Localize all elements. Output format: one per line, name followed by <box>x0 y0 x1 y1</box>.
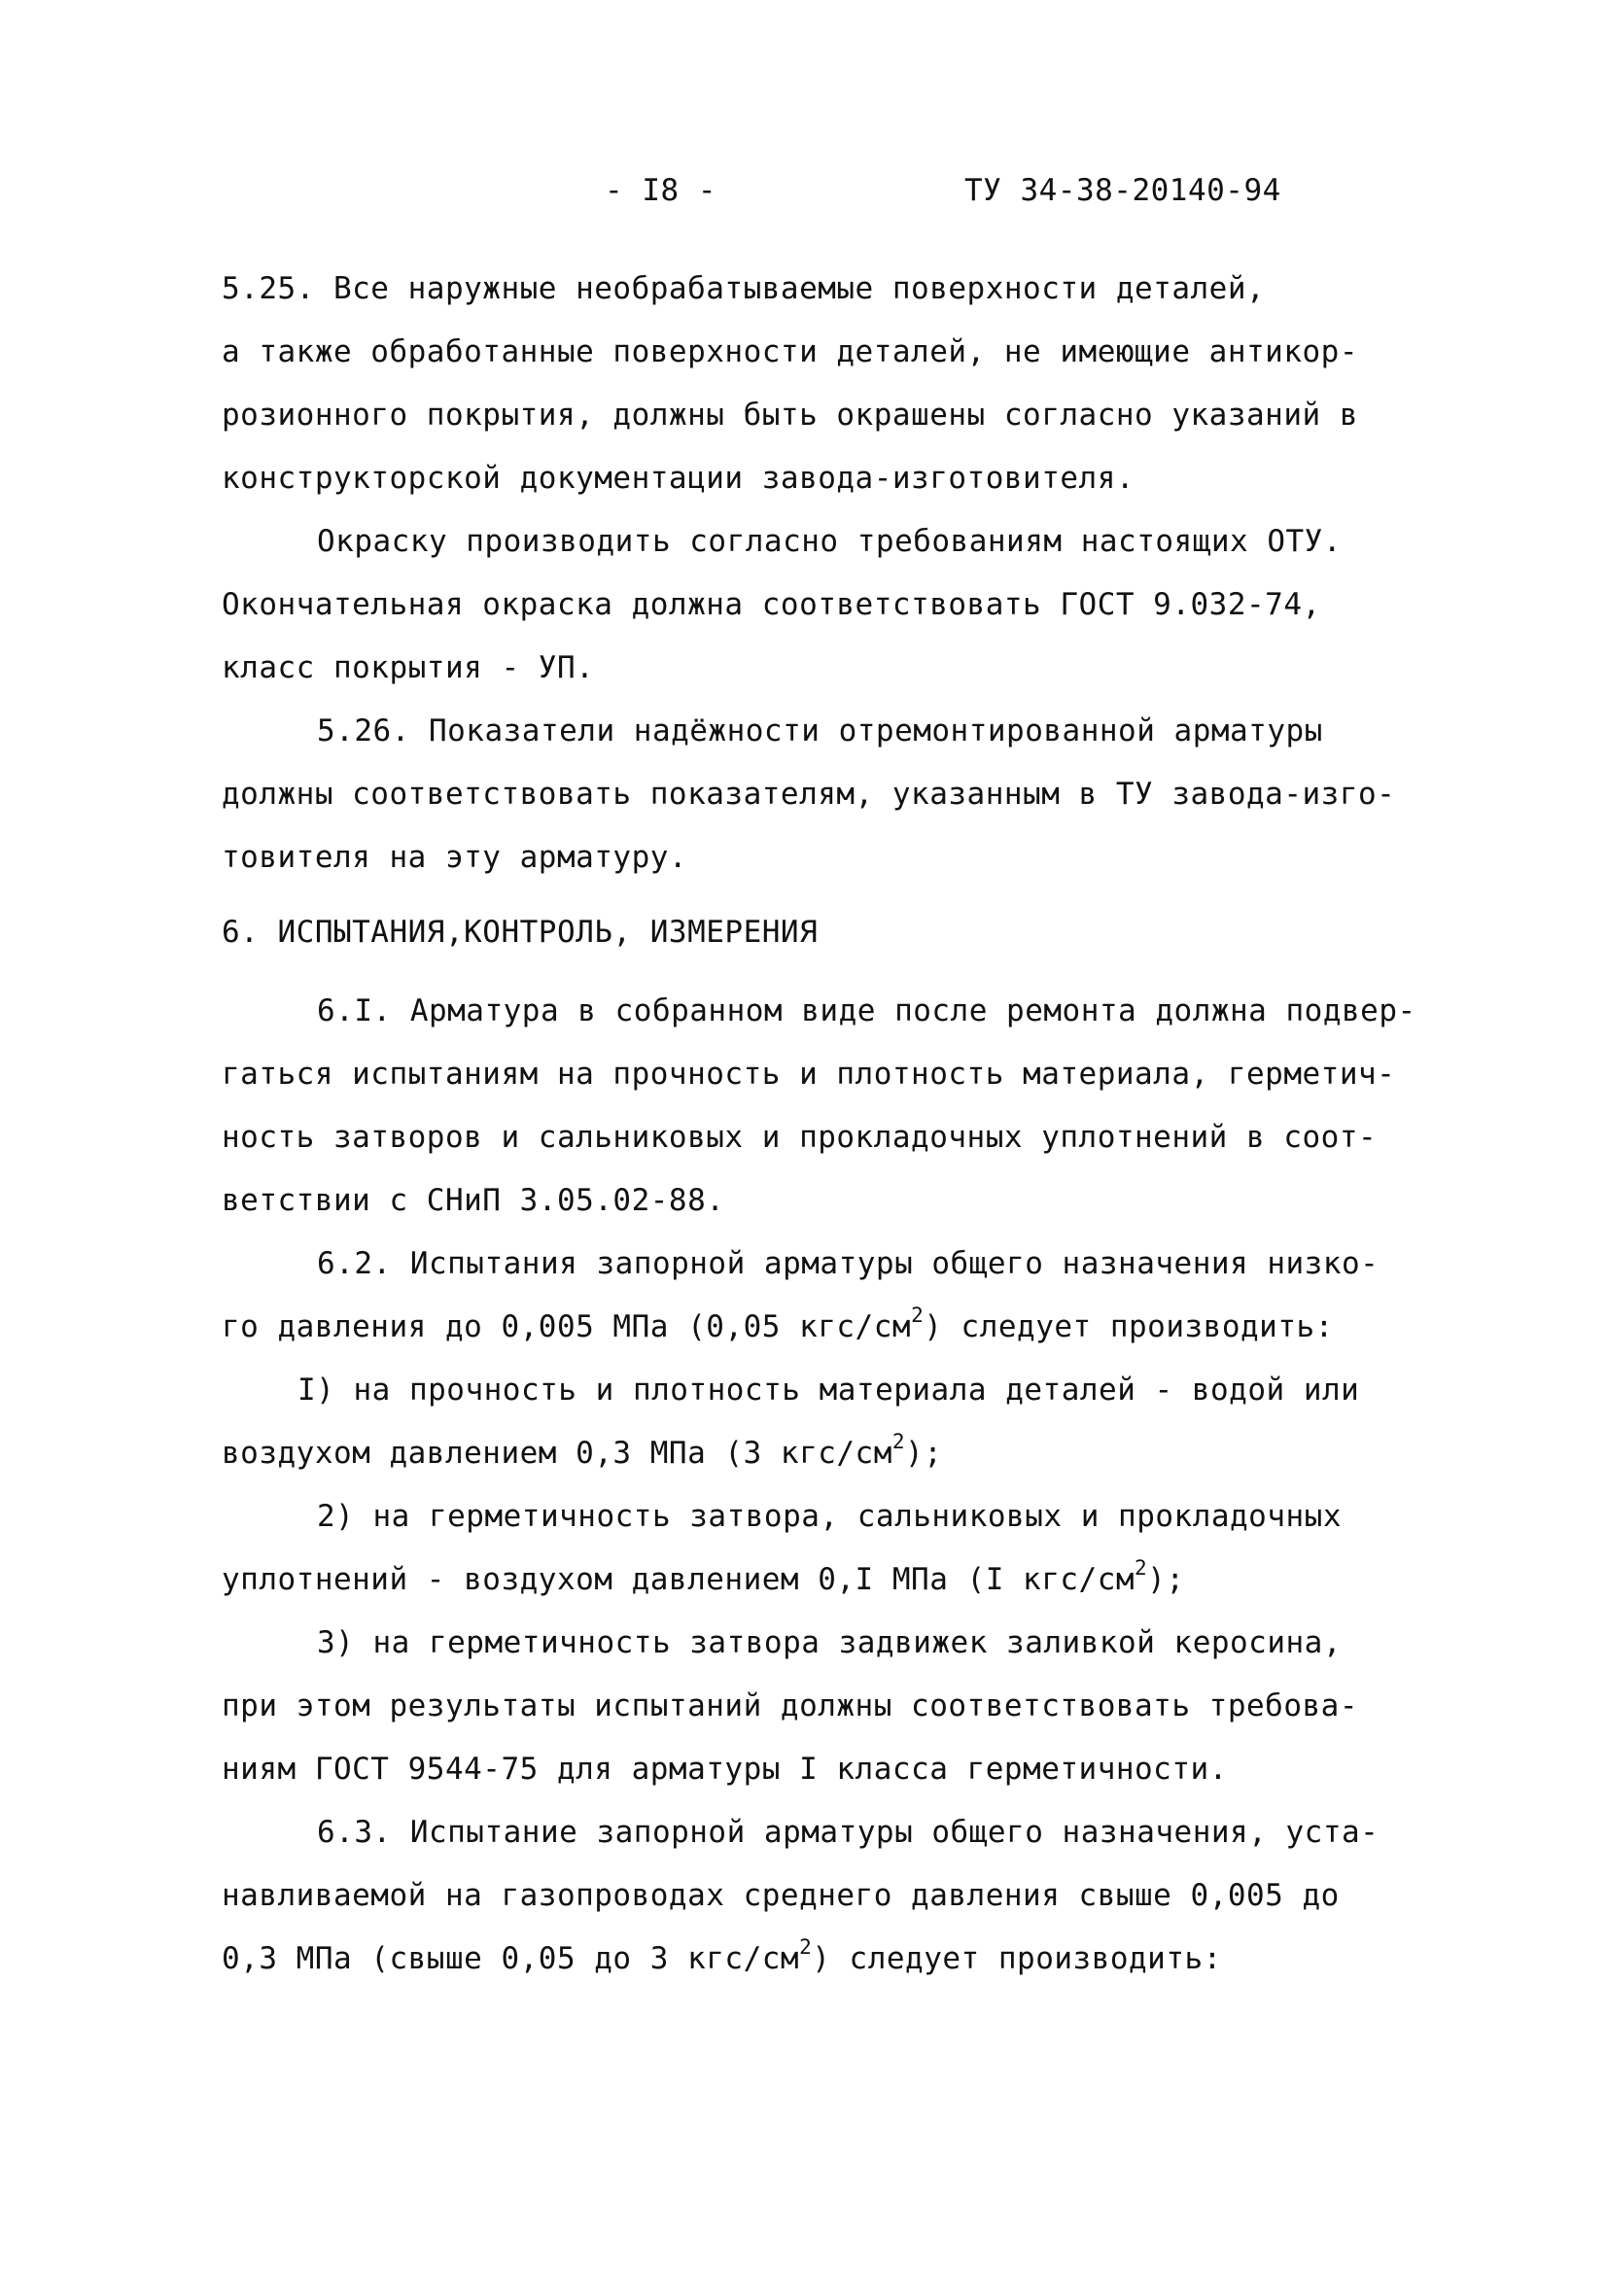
text-line: ветствии с СНиП 3.05.02-88. <box>222 1183 725 1218</box>
text-line: 5.25. Все наружные необрабатываемые поверхности деталей, <box>222 271 1266 306</box>
text-line: должны соответствовать показателям, указанным в ТУ завода-изго- <box>222 777 1396 812</box>
text-line: Окончательная окраска должна соответствовать ГОСТ 9.032-74, <box>222 587 1321 622</box>
text-line: товителя на эту арматуру. <box>222 840 688 875</box>
text-line: уплотнений - воздухом давлением 0,I МПа (I кгс/$см^2$); <box>222 1555 1185 1597</box>
text-line: ниям ГОСТ 9544-75 для арматуры I класса герметичности. <box>222 1752 1228 1787</box>
document-code: ТУ 34-38-20140-94 <box>964 173 1281 208</box>
text-line: класс покрытия - УП. <box>222 650 595 685</box>
text-line: го давления до 0,005 МПа (0,05 кгс/$см^2$) следует производить: <box>222 1303 1334 1344</box>
text-line: конструкторской документации завода-изготовителя. <box>222 461 1135 496</box>
text-line: Окраску производить согласно требованиям настоящих ОТУ. <box>317 524 1342 559</box>
text-line: 0,3 МПа (свыше 0,05 до 3 кгс/$см^2$) следует производить: <box>222 1934 1222 1976</box>
text-line: 6.3. Испытание запорной арматуры общего назначения, уста- <box>317 1815 1380 1850</box>
text-line: 6.I. Арматура в собранном виде после ремонта должна подвер- <box>317 993 1416 1028</box>
text-line: I) на прочность и плотность материала деталей - водой или <box>297 1373 1360 1408</box>
text-line: 5.26. Показатели надёжности отремонтированной арматуры <box>317 713 1323 748</box>
text-line: 2) на герметичность затвора, сальниковых и прокладочных <box>317 1499 1342 1534</box>
text-line: ность затворов и сальниковых и прокладочных уплотнений в соот- <box>222 1120 1378 1155</box>
section-heading: 6. ИСПЫТАНИЯ,КОНТРОЛЬ, ИЗМЕРЕНИЯ <box>222 915 819 950</box>
text-line: при этом результаты испытаний должны соответствовать требова- <box>222 1688 1358 1723</box>
text-line: 6.2. Испытания запорной арматуры общего назначения низко- <box>317 1246 1380 1281</box>
text-line: гаться испытаниям на прочность и плотность материала, герметич- <box>222 1057 1396 1092</box>
text-line: а также обработанные поверхности деталей, не имеющие антикор- <box>222 334 1358 369</box>
text-line: навливаемой на газопроводах среднего давления свыше 0,005 до <box>222 1878 1340 1913</box>
text-line: розионного покрытия, должны быть окрашены согласно указаний в <box>222 398 1358 433</box>
text-line: воздухом давлением 0,3 МПа (3 кгс/$см^2$); <box>222 1429 943 1471</box>
page-number: - I8 - <box>605 173 716 208</box>
text-line: 3) на герметичность затвора задвижек заливкой керосина, <box>317 1625 1342 1660</box>
